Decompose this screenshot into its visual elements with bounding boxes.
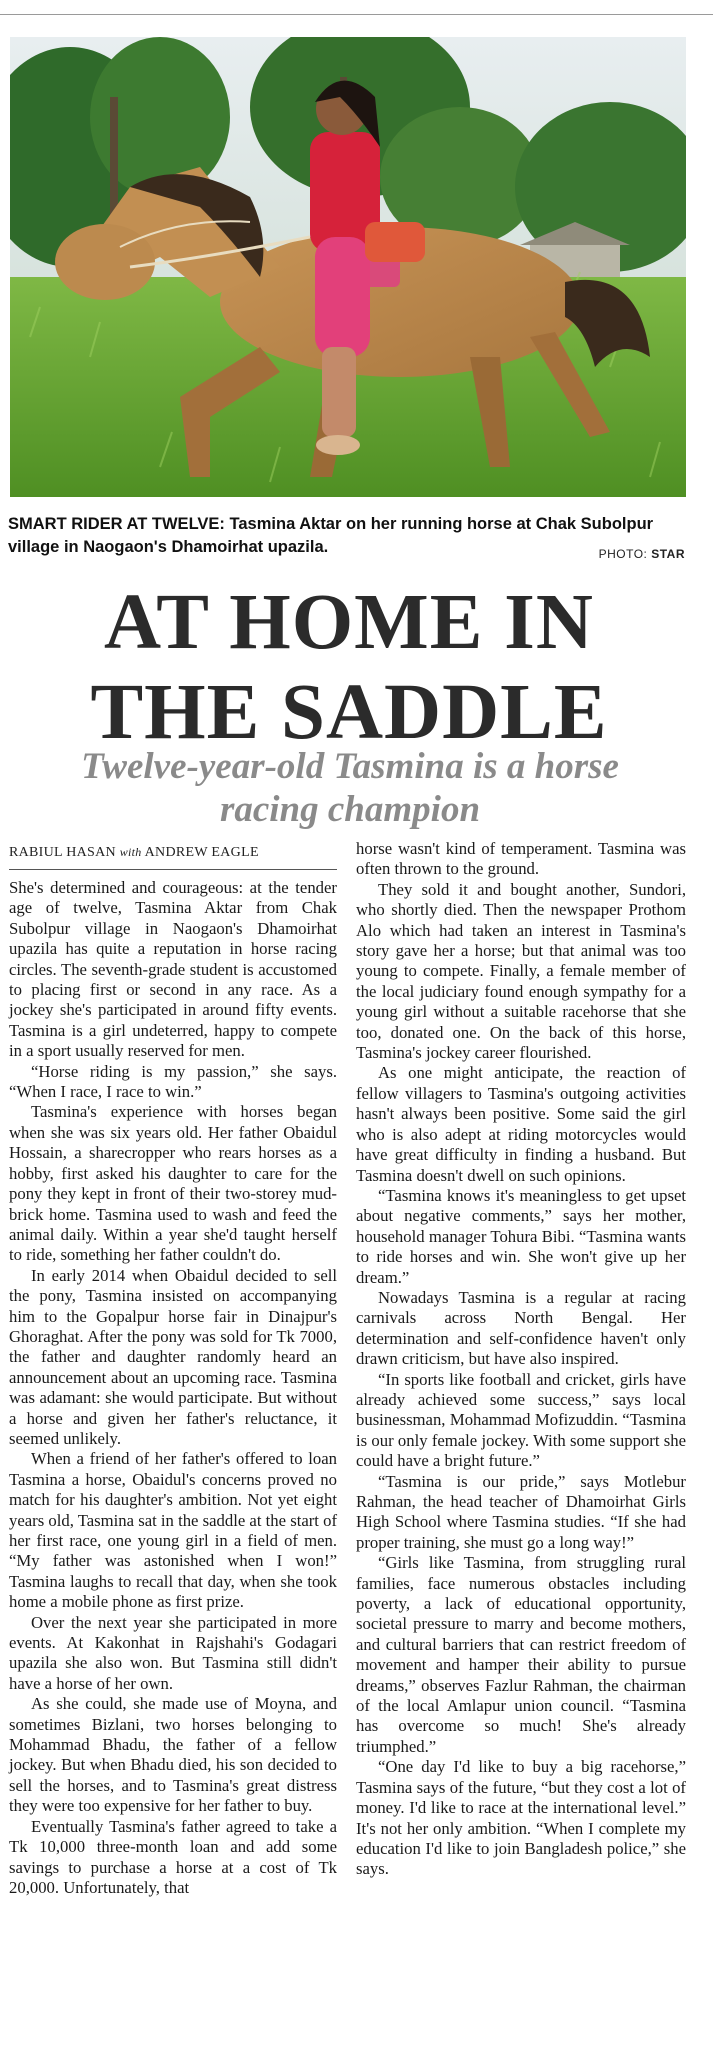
credit-label: PHOTO: [598,547,648,561]
paragraph: As one might anticipate, the reaction of fellow villagers to Tasmina's outgoing activities hasn't always been positive. Some said the girl who is also adept at riding motorcycles would have great difficulty in finding a husband. But Tasmina doesn't dwell on such opinions. [356,1063,686,1185]
paragraph: In early 2014 when Obaidul decided to sell the pony, Tasmina insisted on accompanying him to the Gopalpur horse fair in Dinajpur's Ghoraghat. After the pony was sold for Tk 7000, the father and daughter randomly heard an announcement about an upcoming race. Tasmina was adamant: she would participate. But without a horse and given her father's reluctance, it seemed unlikely. [9,1265,337,1448]
paragraph: “One day I'd like to buy a big racehorse,” Tasmina says of the future, “but they cost a lot of money. I'd like to race at the international level.” It's not her only ambition. “When I complete my education I'd like to join Bangladesh police,” she says. [356,1757,686,1879]
horse-rider-illustration [10,37,686,497]
paragraph: “In sports like football and cricket, girls have already achieved some success,” says local businessman, Mohammad Mofizuddin. “Tasmina is our only female jockey. With some support she could have a bright future.” [356,1369,686,1471]
article-column-right [356,839,686,1880]
author-2: ANDREW EAGLE [144,845,259,860]
caption-text: Tasmina Aktar on her running horse at Chak Subolpur village in Naogaon's Dhamoirhat upazila. [8,515,654,556]
paragraph: “Horse riding is my passion,” she says. “When I race, I race to win.” [9,1061,337,1102]
paragraph: As she could, she made use of Moyna, and sometimes Bizlani, two horses belonging to Mohammad Bhadu, the father of a fellow jockey. But when Bhadu died, his son decided to sell the horses, and to Tasmina's great distress they were too expensive for her father to buy. [9,1694,337,1816]
headline [0,578,698,758]
paragraph: When a friend of her father's offered to loan Tasmina a horse, Obaidul's concerns proved no match for his daughter's ambition. Not yet eight years old, Tasmina sat in the saddle at the start of her first race, one young girl in a field of men. “My father was astonished when I won!” Tasmina laughs to recall that day, when she took home a mobile phone as first prize. [9,1449,338,1612]
paragraph: horse wasn't kind of temperament. Tasmina was often thrown to the ground. [356,839,686,879]
top-rule [0,14,713,15]
credit-source: STAR [651,547,685,561]
paragraph: “Girls like Tasmina, from struggling rural families, face numerous obstacles including poverty, a lack of educational opportunity, societal pressure to marry and become mothers, and cultural barriers that can restrict freedom of movement and hamper their ability to pursue dreams,” observes Fazlur Rahman, the chairman of the local Amlapur union council. “Tasmina has overcome so much! She's already triumphed.” [356,1553,686,1756]
photo-credit [599,547,685,561]
photo-caption [8,513,688,559]
paragraph: Nowadays Tasmina is a regular at racing carnivals across North Bengal. Her determination and self-confidence haven't only drawn criticism, but have also inspired. [356,1287,686,1369]
byline-divider [9,869,337,870]
headline-line-2: THE SADDLE [90,669,608,756]
paragraph: Tasmina's experience with horses began when she was six years old. Her father Obaidul Hossain, a sharecropper who rears horses as a hobby, first asked his daughter to care for the pony they kept in front of their two-storey mud-brick home. Tasmina used to wash and feed the animal daily. Within a year she'd taught herself to ride, something her father couldn't do. [9,1102,337,1265]
subheadline: Twelve-year-old Tasmina is a horse racing champion [81,746,619,830]
byline [9,845,337,861]
paragraph: “Tasmina knows it's meaningless to get upset about negative comments,” says her mother, household manager Tohura Bibi. “Tasmina wants to ride horses and win. She won't give up her dream.” [356,1185,686,1287]
paragraph: Eventually Tasmina's father agreed to take a Tk 10,000 three-month loan and add some savings to purchase a horse at a cost of Tk 20,000. Unfortunately, that [9,1816,337,1897]
article-column-left [9,878,337,1898]
paragraph: She's determined and courageous: at the tender age of twelve, Tasmina Aktar from Chak Subolpur village in Naogaon's Dhamoirhat upazila has quite a reputation in horse racing circles. The seventh-grade student is accustomed to placing first or second in any race. As a jockey she's participated in around fifty events. Tasmina is a girl undeterred, happy to compete in a sport usually reserved for men. [9,878,337,1061]
byline-with: with [119,845,142,859]
headline-line-1: AT HOME IN [104,579,594,666]
article-photo [10,37,686,497]
author-1: RABIUL HASAN [9,845,116,860]
paragraph: They sold it and bought another, Sundori, who shortly died. Then the newspaper Prothom Alo which had taken an interest in Tasmina's story gave her a horse; but that animal was too young to compete. Finally, a female member of the local judiciary found enough sympathy for a young girl without a suitable racehorse that she too, donated one. On the back of this horse, Tasmina's jockey career flourished. [356,879,686,1063]
paragraph: Over the next year she participated in more events. At Kakonhat in Rajshahi's Godagari upazila she also won. But Tasmina still didn't have a horse of her own. [9,1612,337,1693]
caption-lead: SMART RIDER AT TWELVE: [8,515,225,533]
paragraph: “Tasmina is our pride,” says Motlebur Rahman, the head teacher of Dhamoirhat Girls High School where Tasmina studies. “If she had proper training, she must go a long way!” [356,1471,686,1552]
